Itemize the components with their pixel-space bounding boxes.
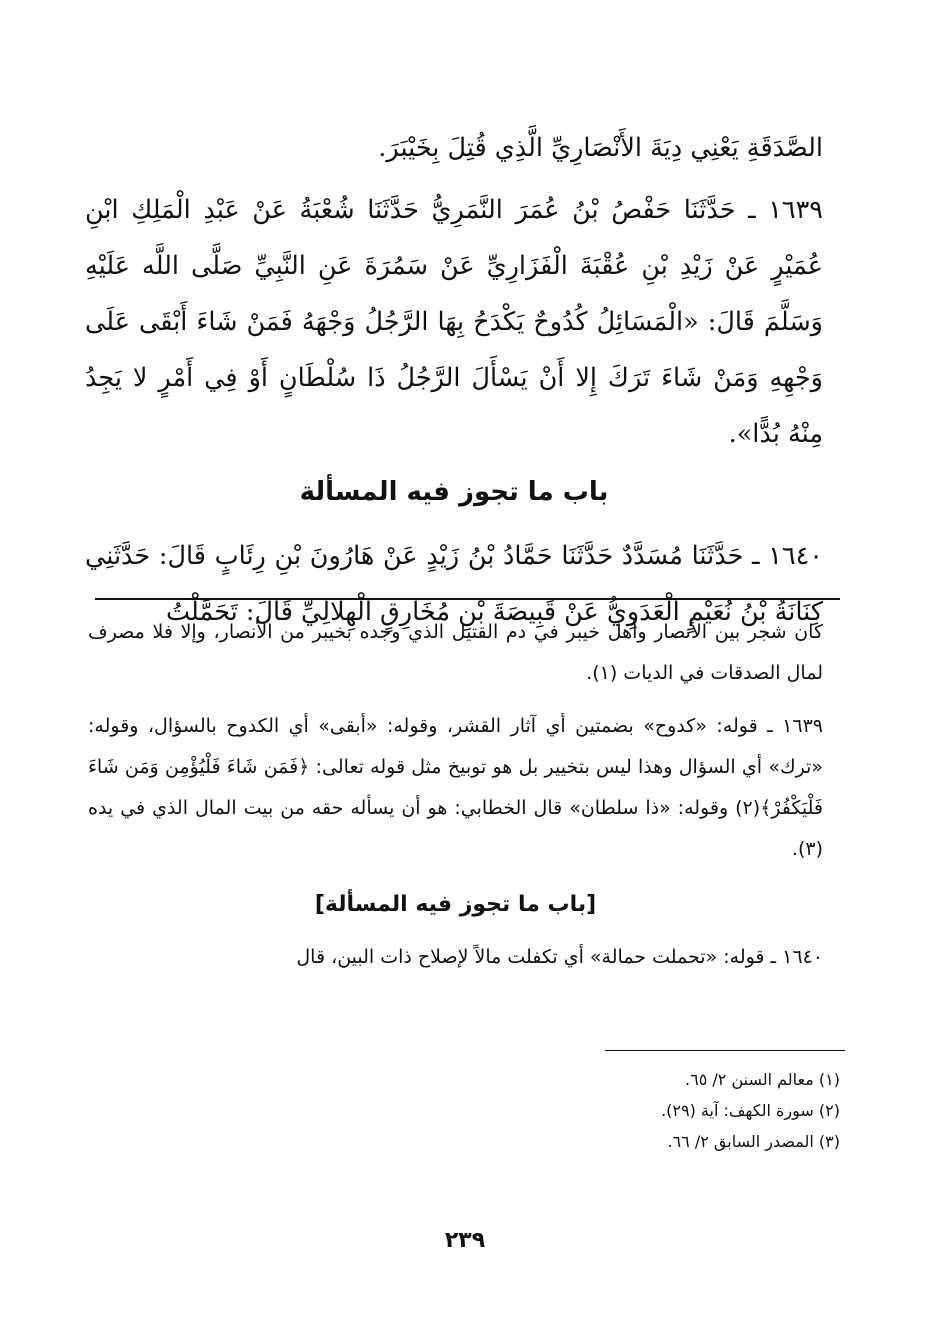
commentary-heading: [باب ما تجوز فيه المسألة] <box>314 892 597 917</box>
commentary-block <box>88 612 823 978</box>
footnote-3: (٣) المصدر السابق ٢/ ٦٦. <box>667 1132 840 1151</box>
commentary-para-1640: ١٦٤٠ ـ قوله: «تحملت حمالة» أي تكفلت مالاً لإصلاح ذات البين، قال <box>296 946 823 968</box>
footnote-2: (٢) سورة الكهف: آية (٢٩). <box>661 1101 840 1120</box>
hadith-text-block <box>85 120 823 640</box>
footnote-1: (١) معالم السنن ٢/ ٦٥. <box>685 1070 840 1089</box>
hadith-1640: ١٦٤٠ ـ حَدَّثَنَا مُسَدَّدٌ حَدَّثَنَا حَمَّادُ بْنُ زَيْدٍ عَنْ هَارُونَ بْنِ رِئَابٍ قَالَ: حَدَّثَنِي كِنَانَةُ بْنُ نُعَيْمٍ الْعَدَوِيُّ عَنْ قَبِيصَةَ بْنِ مُخَارِقٍ الْهِلالِيِّ قَالَ: تَحَمَّلْتُ <box>85 541 823 627</box>
page-number: ٢٣٩ <box>444 1228 486 1253</box>
footnote-divider <box>605 1050 845 1051</box>
footnotes <box>300 1064 840 1157</box>
commentary-para-1: كان شجر بين الأنصار وأهل خيبر في دم القتيل الذي وجده بخيبر من الأنصار، وإلا فلا مصرف لمال الصدقات في الديات (١). <box>88 621 823 684</box>
commentary-para-1639: ١٦٣٩ ـ قوله: «كدوح» بضمتين أي آثار القشر، وقوله: «أبقى» أي الكدوح بالسؤال، وقوله: «ترك» أي السؤال وهذا ليس بتخيير بل هو توبيخ مثل قوله تعالى: ﴿فَمَن شَاءَ فَلْيُؤْمِن وَمَن شَاءَ فَلْيَكْفُرْ﴾(٢) وقوله: «ذا سلطان» قال الخطابي: هو أن يسأله حقه من بيت المال الذي في يده (٣). <box>88 715 823 860</box>
hadith-1639: ١٦٣٩ ـ حَدَّثَنَا حَفْصُ بْنُ عُمَرَ النَّمَرِيُّ حَدَّثَنَا شُعْبَةُ عَنْ عَبْدِ الْمَلِكِ ابْنِ عُمَيْرٍ عَنْ زَيْدِ بْنِ عُقْبَةَ الْفَزَارِيِّ عَنْ سَمُرَةَ عَنِ النَّبِيِّ صَلَّى اللَّه عَلَيْهِ وَسَلَّمَ قَالَ: «الْمَسَائِلُ كُدُوحٌ يَكْدَحُ بِهَا الرَّجُلُ وَجْهَهُ فَمَنْ شَاءَ أَبْقَى عَلَى وَجْهِهِ وَمَنْ شَاءَ تَرَكَ إِلا أَنْ يَسْأَلَ الرَّجُلُ ذَا سُلْطَانٍ أَوْ فِي أَمْرٍ لا يَجِدُ مِنْهُ بُدًّا». <box>85 195 823 449</box>
section-divider <box>95 598 840 600</box>
intro-line: الصَّدَقَةِ يَعْنِي دِيَةَ الأَنْصَارِيِّ الَّذِي قُتِلَ بِخَيْبَرَ. <box>378 133 823 163</box>
chapter-heading: باب ما تجوز فيه المسألة <box>299 477 609 507</box>
